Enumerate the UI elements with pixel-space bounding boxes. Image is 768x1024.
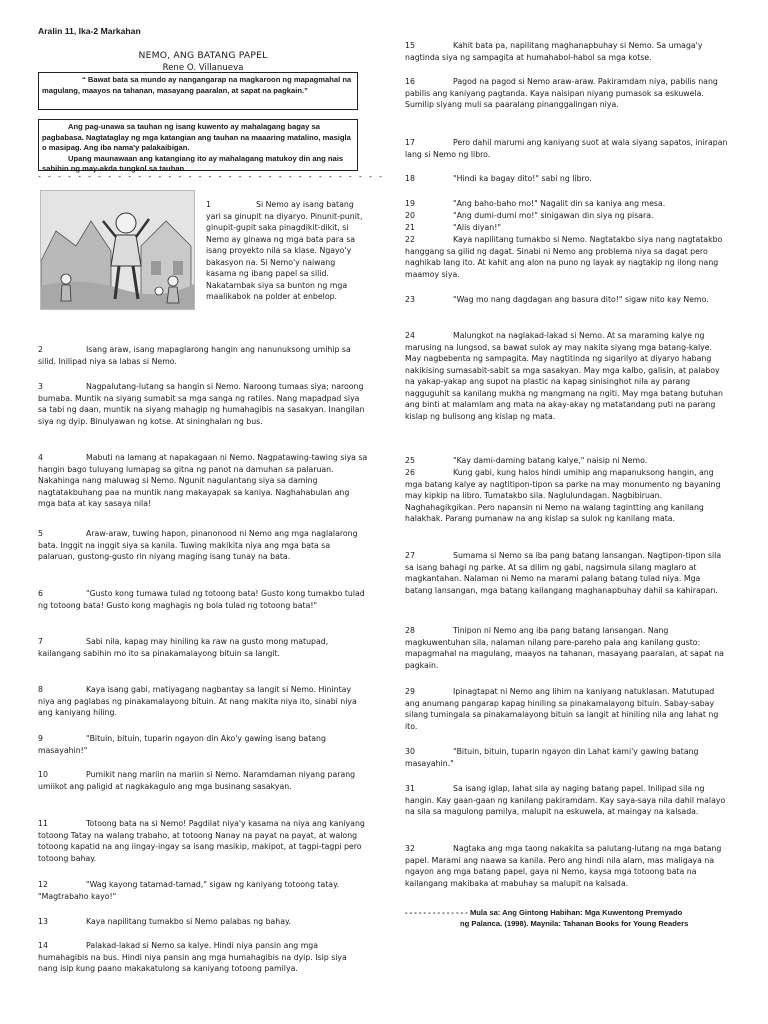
paragraph-text: Sumama si Nemo sa iba pang batang lansangan. Nagtipon-tipon sila sa isang bahagi ng parke. At sa dilim ng gabi, nagsimula silang maglaro at magkantahan. Nalaman ni Nemo na marami palang batang tulad niya. Mga batang lansangan, mga batang kailangang maghanapbuhay dahil sa kahirapan.: [405, 551, 722, 595]
paragraph-text: "Hindi ka bagay dito!" sabi ng libro.: [453, 174, 592, 183]
paragraph-text: "Wag mo nang dagdagan ang basura dito!" sigaw nito kay Nemo.: [453, 295, 709, 304]
paragraph: [405, 625, 730, 671]
paragraph-number: 24: [405, 331, 415, 340]
paragraph-text: Mabuti na lamang at napakagaan ni Nemo. Nagpatawing-tawing siya sa hangin bago tuluyang lumapag sa gitna ng panot na damuhan sa palaruan. Nakahinga nang maluwag si Nemo. Ngunit nagulantang siya sa daming nagtatakbuhang paa na muntik nang makayapak sa kaniya. Naghahabulan ang mga bata at kay sasaya nila!: [38, 453, 368, 508]
paragraph-text: "Ang baho-baho mo!" Nagalit din sa kaniya ang mesa.: [453, 199, 666, 208]
paragraph: [38, 344, 368, 367]
paragraph: [405, 686, 730, 732]
paragraph-number: 5: [38, 529, 43, 538]
paragraph-text: "Bituin, bituin, tuparin ngayon din Ako'y gawing isang batang masayahin!": [38, 734, 326, 755]
paragraph-text: Pagod na pagod si Nemo araw-araw. Pakiramdam niya, pabilis nang pabilis ang kaniyang pagtanda. Kaya naisipan niyang pumasok sa eskuwela. Sumilip siyang muli sa paaralang pinanggalingan niya.: [405, 77, 718, 109]
paragraph: [38, 879, 368, 902]
divider: - - - - - - - - - - - - - - - - - - - - - - - - - - - - - - - - - - -: [38, 172, 385, 181]
paragraph: [405, 40, 730, 63]
quote-box: [38, 72, 358, 110]
paper-boy-drawing: [41, 191, 195, 310]
paragraph-text: Sabi nila, kapag may hiniling ka raw na gusto mong matupad, kailangang sabihin mo ito sa pinakamalayong bituin sa langit.: [38, 637, 329, 658]
paragraph: [38, 940, 368, 975]
source-citation: ng Palanca. (1998). Maynila: Tahanan Books for Young Readers: [460, 919, 689, 928]
paragraph-text: Palakad-lakad si Nemo sa kalye. Hindi niya pansin ang mga humahagibis na bus. Hindi niya pansin ang mga humahagibis na dyip. Isip siya nang isip kung paano makakatulong sa kaniyang totoong pamilya.: [38, 941, 347, 973]
story-author: Rene O. Villanueva: [162, 63, 244, 73]
paragraph: [38, 588, 368, 611]
paragraph-number: 18: [405, 174, 415, 183]
paragraph: [38, 528, 368, 563]
paragraph-number: 13: [38, 917, 48, 926]
paragraph-number: 9: [38, 734, 43, 743]
lesson-header: Aralin 11, Ika-2 Markahan: [38, 26, 141, 36]
paragraph-number: 26: [405, 468, 415, 477]
paragraph-text: Si Nemo ay isang batang yari sa ginupit na diyaryo. Pinunit-punit, ginupit-gupit saka pinagdikit-dikit, si Nemo ay ginawa ng mga bata para sa isang proyekto nila sa klase. Ngayo'y bakasyon na. Si Nemo'y naiwang kasama ng ibang papel sa silid. Nakatambak siya sa bunton ng mga maalikabok na polder at enbelop.: [206, 200, 363, 301]
story-illustration: [40, 190, 195, 310]
paragraph: [405, 210, 730, 222]
paragraph-number: 6: [38, 589, 43, 598]
paragraph-text: "Alis diyan!": [453, 223, 501, 232]
paragraph-number: 19: [405, 199, 415, 208]
paragraph-number: 20: [405, 211, 415, 220]
paragraph-text: Nagtaka ang mga taong nakakita sa palutang-lutang na mga batang papel. Marami ang naawa sa kanila. Pero ang hindi nila alam, mas maligaya na ngayon ang mga batang papel, gaya ni Nemo, kaysa mga totoong bata na kailangang makibaka at mabuhay sa malupit na kalsada.: [405, 844, 722, 888]
paragraph-text: Sa isang iglap, lahat sila ay naging batang papel. Inilipad sila ng hangin. Kay gaan-gaan ng kanilang pakiramdam. Kay saya-saya nila dahil malayo na sila sa magulong pamilya, malupit na eskuwela, at maingay na kalsada.: [405, 784, 726, 816]
paragraph: [405, 222, 730, 234]
paragraph-text: Kahit bata pa, napilitang maghanapbuhay si Nemo. Sa umaga'y nagtinda siya ng sampagita at humahabol-habol sa mga kotse.: [405, 41, 703, 62]
paragraph-number: 11: [38, 819, 48, 828]
paragraph-text: Pumikit nang mariin na mariin si Nemo. Naramdaman niyang parang umiikot ang paligid at nagkakagulo ang mga businang sasakyan.: [38, 770, 356, 791]
paragraph-text: Araw-araw, tuwing hapon, pinanonood ni Nemo ang mga naglalarong bata. Inggit na inggit siya sa kanila. Tuwing makikita niya ang mga bata sa palaruan, gustong-gusto rin niyang maging isang tunay na bata.: [38, 529, 358, 561]
paragraph-number: 3: [38, 382, 43, 391]
paragraph-text: Kaya napilitang tumakbo si Nemo. Nagtatakbo siya nang nagtatakbo hanggang sa gilid ng dagat. Sinabi ni Nemo ang problema niya sa dagat pero naghikab lang ito. At kahit ang alon na puno ng layak ay nagtakip ng ilong nang maamoy siya.: [405, 235, 723, 279]
paragraph-number: 12: [38, 880, 48, 889]
paragraph: [405, 455, 730, 467]
paragraph-number: 16: [405, 77, 415, 86]
paragraph: [405, 467, 730, 525]
paragraph-number: 1: [206, 200, 211, 209]
paragraph-number: 31: [405, 784, 415, 793]
paragraph-text: Kung gabi, kung halos hindi umihip ang mapanuksong hangin, ang mga batang kalye ay nagtitipon-tipon sa parke na may monumento ng bayaning may kipkip na libro. Tumatakbo sila. Naglulundagan. Nagbibiruan. Naghahagikgikan. Pero napansin ni Nemo na walang tagintting ang kanilang halakhak. Parang pumanaw na ang kislap sa sulok ng kanilang mata.: [405, 468, 721, 523]
paragraph-number: 25: [405, 456, 415, 465]
paragraph-number: 23: [405, 295, 415, 304]
paragraph-text: "Ang dumi-dumi mo!" sinigawan din siya ng pisara.: [453, 211, 654, 220]
paragraph-text: Malungkot na naglakad-lakad si Nemo. At sa maraming kalye ng marusing na lungsod, sa bawat sulok ay may nakita siyang mga batang-kalye. May nagbebenta ng sampagita. May nagtitinda ng sigarilyo at diyaryo habang nakikising sumasabit-sabit sa mga sasakyan. May mga kalbo, galisin, at palaboy na yakap-yakap ang supot na plastic na kapag sinisinghot nila ay parang nagguguhit sa kanilang mukha ng mangmang na ngiti. May mga batang butuhan ang binti at malamlam ang mata na akay-akay ng matatandang puti na parang kislap ng bulisong ang kislap ng mata.: [405, 331, 723, 421]
story-title: NEMO, ANG BATANG PAPEL: [138, 50, 268, 61]
paragraph-number: 14: [38, 941, 48, 950]
paragraph-text: "Gusto kong tumawa tulad ng totoong bata! Gusto kong tumakbo tulad ng totoong bata! Gusto kong maghagis ng bola tulad ng totoong bata!": [38, 589, 365, 610]
paragraph-1: [206, 199, 366, 303]
paragraph-number: 2: [38, 345, 43, 354]
paragraph: [38, 452, 368, 510]
paragraph: [405, 550, 730, 596]
paragraph-text: Totoong bata na si Nemo! Pagdilat niya'y kasama na niya ang kaniyang totoong Tatay na walang trabaho, at totoong Nanay na payat na payat, at walong totoong kapatid na ang iingay-ingay sa isang masikip, makipot, at tagpi-tagpi pero totoong bahay.: [38, 819, 365, 863]
paragraph: [38, 733, 368, 756]
paragraph: [38, 381, 368, 427]
paragraph: [405, 783, 730, 818]
paragraph: [405, 76, 730, 111]
paragraph-text: Tinipon ni Nemo ang iba pang batang lansangan. Nang magkuwentuhan sila, nalaman nilang pare-pareho pala ang kanilang gusto: mapagmahal na magulang, maayos na tahanan, masayang paaralan, at sapat na pagkain.: [405, 626, 724, 670]
paragraph-text: Nagpalutang-lutang sa hangin si Nemo. Naroong tumaas siya; naroong bumaba. Muntik na siyang sumabit sa mga sanga ng ratiles. Nang mapadpad siya sa tabi ng daan, muntik na siyang mahagip ng humahagibis na sasakyan. Inangilan siya ng dyip. Binulyawan ng kotse. At sininghalan ng bus.: [38, 382, 365, 426]
objective-text: Upang maunawaan ang katangiang ito ay mahalagang matukoy din ang nais sabihin ng may-akda tungkol sa tauhan.: [42, 153, 344, 174]
paragraph-text: Kaya napilitang tumakbo si Nemo palabas ng bahay.: [86, 917, 291, 926]
paragraph: [405, 137, 730, 160]
paragraph: [38, 818, 368, 864]
paragraph: [405, 198, 730, 210]
paragraph: [38, 684, 368, 719]
paragraph-text: "Kay dami-daming batang kalye," naisip ni Nemo.: [453, 456, 648, 465]
paragraph-number: 32: [405, 844, 415, 853]
paragraph-text: Isang araw, isang mapaglarong hangin ang nanunuksong umihip sa silid. Inilipad niya sa labas si Nemo.: [38, 345, 351, 366]
paragraph-number: 17: [405, 138, 415, 147]
paragraph: [405, 330, 730, 422]
paragraph: [405, 294, 730, 306]
paragraph-number: 15: [405, 41, 415, 50]
paragraph-number: 29: [405, 687, 415, 696]
source-citation: - - - - - - - - - - - - - - Mula sa: Ang Gintong Habihan: Mga Kuwentong Premyado: [405, 908, 683, 917]
objectives-box: [38, 119, 358, 174]
paragraph: [38, 916, 368, 928]
paragraph-number: 28: [405, 626, 415, 635]
objective-text: Ang pag-unawa sa tauhan ng isang kuwento ay mahalagang bagay sa pagbabasa. Nagtataglay ng mga katangian ang tauhan na maaaring matalino, masigla o masipag. Ang iba nama'y palakaibigan.: [42, 122, 351, 153]
paragraph: [405, 234, 730, 280]
paragraph: [405, 173, 730, 185]
paragraph-text: Ipinagtapat ni Nemo ang lihim na kaniyang natuklasan. Matutupad ang anumang pangarap kapag hiniling sa pinakamalayong bituin. Sabay-sabay silang tumingala sa pinakamalayong bituin sa langit at hiniling nila ang lahat ng ito.: [405, 687, 719, 731]
paragraph-number: 8: [38, 685, 43, 694]
paragraph-text: Pero dahil marumi ang kaniyang suot at wala siyang sapatos, inirapan lang si Nemo ng libro.: [405, 138, 728, 159]
paragraph-number: 10: [38, 770, 48, 779]
paragraph: [405, 746, 730, 769]
paragraph-text: "Bituin, bituin, tuparin ngayon din Lahat kami'y gawing batang masayahin.": [405, 747, 699, 768]
paragraph: [405, 843, 730, 889]
paragraph-text: "Wag kayong tatamad-tamad," sigaw ng kaniyang totoong tatay. "Magtrabaho kayo!": [38, 880, 340, 901]
paragraph: [38, 636, 368, 659]
paragraph: [38, 769, 368, 792]
paragraph-number: 21: [405, 223, 415, 232]
paragraph-number: 27: [405, 551, 415, 560]
paragraph-number: 4: [38, 453, 43, 462]
paragraph-number: 30: [405, 747, 415, 756]
quote-text: “ Bawat bata sa mundo ay nangangarap na magkaroon ng mapagmahal na magulang, maayos na tahanan, masayang paaralan, at sapat na pagkain.”: [42, 75, 352, 95]
paragraph-text: Kaya isang gabi, matiyagang nagbantay sa langit si Nemo. Hinintay niya ang paglabas ng pinakamalayong bituin. At nang makita niya ito, sinabi niya ang kaniyang hiling.: [38, 685, 357, 717]
paragraph-number: 22: [405, 235, 415, 244]
paragraph-number: 7: [38, 637, 43, 646]
